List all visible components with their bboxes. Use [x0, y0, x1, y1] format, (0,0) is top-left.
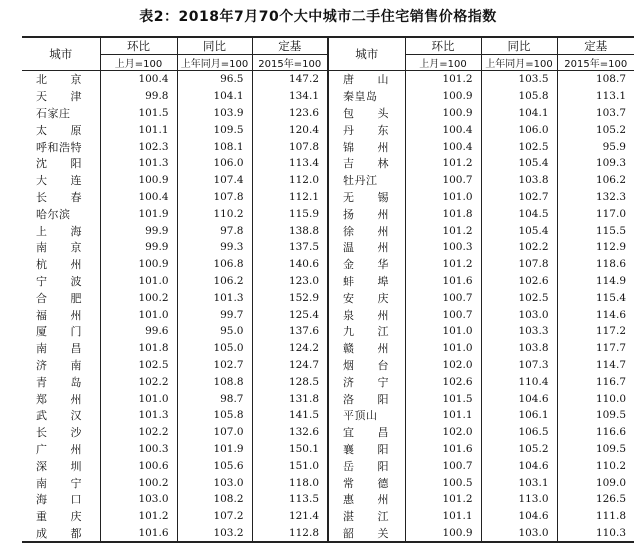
mom-value: 101.0: [100, 390, 177, 407]
mom-value: 100.9: [100, 256, 177, 273]
table-row: [22, 441, 634, 458]
city-name: 上 海: [36, 224, 82, 238]
yoy-value: 107.4: [177, 172, 252, 189]
yoy-value: 96.5: [177, 71, 252, 88]
yoy-value: 106.8: [177, 256, 252, 273]
table-row: [22, 306, 634, 323]
yoy-value: 102.5: [481, 289, 557, 306]
base-value: 123.0: [252, 273, 328, 290]
yoy-value: 102.7: [481, 189, 557, 206]
yoy-value: 106.2: [177, 273, 252, 290]
yoy-value: 110.2: [177, 205, 252, 222]
yoy-value: 105.0: [177, 340, 252, 357]
table-row: [22, 239, 634, 256]
yoy-value: 102.7: [177, 357, 252, 374]
base-value: 108.7: [557, 71, 634, 88]
mom-value: 101.2: [405, 155, 481, 172]
city-name: 金 华: [328, 256, 405, 273]
base-value: 112.0: [252, 172, 328, 189]
city-name: 青 岛: [36, 375, 82, 389]
table-row: [22, 71, 634, 88]
base-value: 132.3: [557, 189, 634, 206]
mom-value: 101.2: [405, 491, 481, 508]
mom-value: 102.2: [100, 424, 177, 441]
yoy-value: 102.2: [481, 239, 557, 256]
mom-value: 101.2: [100, 508, 177, 525]
base-value: 134.1: [252, 88, 328, 105]
mom-value: 101.2: [405, 256, 481, 273]
yoy-value: 102.5: [481, 138, 557, 155]
mom-value: 101.0: [405, 323, 481, 340]
mom-value: 102.2: [100, 373, 177, 390]
base-value: 115.9: [252, 205, 328, 222]
subheader-yoy-right: 上年同月=100: [481, 55, 557, 71]
base-value: 111.8: [557, 508, 634, 525]
yoy-value: 105.2: [481, 441, 557, 458]
mom-value: 101.3: [100, 407, 177, 424]
mom-value: 101.0: [100, 273, 177, 290]
page-title: 表2：2018年7月70个大中城市二手住宅销售价格指数: [139, 9, 497, 25]
header-yoy-left: 同比: [177, 37, 252, 55]
yoy-value: 103.0: [481, 306, 557, 323]
base-value: 112.8: [252, 525, 328, 543]
yoy-value: 103.3: [481, 323, 557, 340]
base-value: 109.5: [557, 441, 634, 458]
base-value: 128.5: [252, 373, 328, 390]
mom-value: 100.7: [405, 457, 481, 474]
base-value: 117.2: [557, 323, 634, 340]
city-name: 南 京: [36, 241, 82, 255]
base-value: 116.7: [557, 373, 634, 390]
subheader-base-left: 2015年=100: [252, 55, 328, 71]
header-city-right: 城市: [328, 37, 405, 71]
base-value: 106.2: [557, 172, 634, 189]
base-value: 114.7: [557, 357, 634, 374]
mom-value: 99.8: [100, 88, 177, 105]
header-base-left: 定基: [252, 37, 328, 55]
table-row: [22, 357, 634, 374]
table-row: [22, 323, 634, 340]
mom-value: 102.0: [405, 357, 481, 374]
base-value: 110.2: [557, 457, 634, 474]
table-row: [22, 222, 634, 239]
mom-value: 100.4: [100, 189, 177, 206]
base-value: 95.9: [557, 138, 634, 155]
mom-value: 100.3: [405, 239, 481, 256]
mom-value: 100.4: [405, 138, 481, 155]
base-value: 137.5: [252, 239, 328, 256]
mom-value: 101.6: [100, 525, 177, 543]
city-name: 沈 阳: [36, 157, 82, 171]
table-row: [22, 340, 634, 357]
yoy-value: 99.3: [177, 239, 252, 256]
yoy-value: 106.0: [481, 121, 557, 138]
base-value: 109.3: [557, 155, 634, 172]
base-value: 109.5: [557, 407, 634, 424]
table-row: [22, 256, 634, 273]
city-name: 南 昌: [36, 342, 82, 356]
mom-value: 101.1: [100, 121, 177, 138]
yoy-value: 107.8: [177, 189, 252, 206]
yoy-value: 106.5: [481, 424, 557, 441]
base-value: 120.4: [252, 121, 328, 138]
yoy-value: 103.8: [481, 172, 557, 189]
city-name: 郑 州: [36, 392, 82, 406]
base-value: 132.6: [252, 424, 328, 441]
base-value: 109.0: [557, 474, 634, 491]
mom-value: 103.0: [100, 491, 177, 508]
city-name: 呼和浩特: [36, 140, 82, 154]
base-value: 110.3: [557, 525, 634, 543]
header-yoy-right: 同比: [481, 37, 557, 55]
table-row: [22, 390, 634, 407]
yoy-value: 108.1: [177, 138, 252, 155]
base-value: 124.2: [252, 340, 328, 357]
mom-value: 102.3: [100, 138, 177, 155]
mom-value: 100.2: [100, 474, 177, 491]
city-name: 扬 州: [328, 205, 405, 222]
city-name: 杭 州: [36, 258, 82, 272]
subheader-yoy-left: 上年同月=100: [177, 55, 252, 71]
base-value: 121.4: [252, 508, 328, 525]
yoy-value: 104.6: [481, 508, 557, 525]
city-name: 泉 州: [328, 306, 405, 323]
base-value: 124.7: [252, 357, 328, 374]
table-row: [22, 172, 634, 189]
city-name: 吉 林: [328, 155, 405, 172]
subheader-mom-right: 上月=100: [405, 55, 481, 71]
base-value: 151.0: [252, 457, 328, 474]
mom-value: 101.6: [405, 273, 481, 290]
city-name: 平顶山: [328, 407, 405, 424]
city-name: 洛 阳: [328, 390, 405, 407]
city-name: 武 汉: [36, 409, 82, 423]
yoy-value: 104.5: [481, 205, 557, 222]
city-name: 济 南: [36, 358, 82, 372]
city-name: 唐 山: [328, 71, 405, 88]
base-value: 115.5: [557, 222, 634, 239]
base-value: 114.9: [557, 273, 634, 290]
base-value: 114.6: [557, 306, 634, 323]
yoy-value: 98.7: [177, 390, 252, 407]
yoy-value: 103.9: [177, 105, 252, 122]
city-name: 济 宁: [328, 373, 405, 390]
base-value: 113.4: [252, 155, 328, 172]
mom-value: 99.6: [100, 323, 177, 340]
table-row: [22, 155, 634, 172]
table-row: [22, 525, 634, 543]
base-value: 117.0: [557, 205, 634, 222]
yoy-value: 105.4: [481, 222, 557, 239]
mom-value: 99.9: [100, 239, 177, 256]
mom-value: 100.4: [100, 71, 177, 88]
yoy-value: 107.2: [177, 508, 252, 525]
city-name: 重 庆: [36, 510, 82, 524]
table-row: [22, 289, 634, 306]
city-name: 惠 州: [328, 491, 405, 508]
mom-value: 100.9: [405, 88, 481, 105]
city-name: 福 州: [36, 308, 82, 322]
mom-value: 101.9: [100, 205, 177, 222]
yoy-value: 107.8: [481, 256, 557, 273]
yoy-value: 103.0: [481, 525, 557, 543]
price-index-table: [22, 36, 634, 543]
mom-value: 100.9: [405, 525, 481, 543]
yoy-value: 102.6: [481, 273, 557, 290]
city-name: 丹 东: [328, 121, 405, 138]
city-name: 成 都: [22, 525, 100, 543]
base-value: 138.8: [252, 222, 328, 239]
mom-value: 99.9: [100, 222, 177, 239]
yoy-value: 107.0: [177, 424, 252, 441]
city-name: 长 春: [36, 190, 82, 204]
mom-value: 101.1: [405, 407, 481, 424]
header-row: [22, 37, 634, 55]
mom-value: 100.7: [405, 172, 481, 189]
base-value: 113.5: [252, 491, 328, 508]
base-value: 123.6: [252, 105, 328, 122]
city-name: 岳 阳: [328, 457, 405, 474]
header-base-right: 定基: [557, 37, 634, 55]
header-city-left: 城市: [22, 37, 100, 71]
city-name: 襄 阳: [328, 441, 405, 458]
table-body: [22, 71, 634, 543]
yoy-value: 103.1: [481, 474, 557, 491]
yoy-value: 108.2: [177, 491, 252, 508]
mom-value: 101.5: [100, 105, 177, 122]
base-value: 103.7: [557, 105, 634, 122]
base-value: 140.6: [252, 256, 328, 273]
mom-value: 102.5: [100, 357, 177, 374]
table-row: [22, 508, 634, 525]
city-name: 安 庆: [328, 289, 405, 306]
mom-value: 101.8: [100, 340, 177, 357]
yoy-value: 103.5: [481, 71, 557, 88]
mom-value: 100.6: [100, 457, 177, 474]
mom-value: 101.6: [405, 441, 481, 458]
base-value: 112.9: [557, 239, 634, 256]
table-row: [22, 205, 634, 222]
base-value: 131.8: [252, 390, 328, 407]
yoy-value: 107.3: [481, 357, 557, 374]
city-name: 宁 波: [36, 274, 82, 288]
mom-value: 102.0: [405, 424, 481, 441]
header-mom-right: 环比: [405, 37, 481, 55]
yoy-value: 105.8: [177, 407, 252, 424]
yoy-value: 103.8: [481, 340, 557, 357]
mom-value: 101.0: [405, 340, 481, 357]
city-name: 牡丹江: [328, 172, 405, 189]
mom-value: 100.9: [100, 172, 177, 189]
mom-value: 100.7: [405, 306, 481, 323]
yoy-value: 104.6: [481, 457, 557, 474]
mom-value: 101.0: [100, 306, 177, 323]
city-name: 烟 台: [328, 357, 405, 374]
base-value: 105.2: [557, 121, 634, 138]
mom-value: 101.5: [405, 390, 481, 407]
yoy-value: 104.1: [481, 105, 557, 122]
yoy-value: 101.9: [177, 441, 252, 458]
mom-value: 101.0: [405, 189, 481, 206]
city-name: 锦 州: [328, 138, 405, 155]
mom-value: 101.1: [405, 508, 481, 525]
city-name: 赣 州: [328, 340, 405, 357]
base-value: 107.8: [252, 138, 328, 155]
mom-value: 100.9: [405, 105, 481, 122]
mom-value: 101.8: [405, 205, 481, 222]
base-value: 110.0: [557, 390, 634, 407]
mom-value: 101.2: [405, 71, 481, 88]
yoy-value: 105.6: [177, 457, 252, 474]
table-row: [22, 189, 634, 206]
base-value: 118.6: [557, 256, 634, 273]
city-name: 石家庄: [36, 106, 71, 120]
mom-value: 100.4: [405, 121, 481, 138]
base-value: 152.9: [252, 289, 328, 306]
table-row: [22, 373, 634, 390]
yoy-value: 105.8: [481, 88, 557, 105]
city-name: 长 沙: [36, 426, 82, 440]
table-row: [22, 105, 634, 122]
yoy-value: 97.8: [177, 222, 252, 239]
yoy-value: 104.6: [481, 390, 557, 407]
city-name: 合 肥: [36, 291, 82, 305]
city-name: 太 原: [36, 123, 82, 137]
table-row: [22, 88, 634, 105]
city-name: 常 德: [328, 474, 405, 491]
table-row: [22, 138, 634, 155]
base-value: 150.1: [252, 441, 328, 458]
base-value: 147.2: [252, 71, 328, 88]
yoy-value: 105.4: [481, 155, 557, 172]
table-row: [22, 273, 634, 290]
yoy-value: 109.5: [177, 121, 252, 138]
city-name: 大 连: [36, 174, 82, 188]
city-name: 南 宁: [36, 476, 82, 490]
mom-value: 100.5: [405, 474, 481, 491]
city-name: 厦 门: [36, 325, 82, 339]
base-value: 141.5: [252, 407, 328, 424]
table-row: [22, 424, 634, 441]
base-value: 113.1: [557, 88, 634, 105]
city-name: 广 州: [36, 442, 82, 456]
yoy-value: 110.4: [481, 373, 557, 390]
city-name: 蚌 埠: [328, 273, 405, 290]
city-name: 温 州: [328, 239, 405, 256]
base-value: 117.7: [557, 340, 634, 357]
city-name: 包 头: [328, 105, 405, 122]
subheader-base-right: 2015年=100: [557, 55, 634, 71]
table-row: [22, 457, 634, 474]
table-row: [22, 407, 634, 424]
mom-value: 100.7: [405, 289, 481, 306]
city-name: 天 津: [36, 90, 82, 104]
base-value: 118.0: [252, 474, 328, 491]
table-row: [22, 491, 634, 508]
mom-value: 101.2: [405, 222, 481, 239]
yoy-value: 113.0: [481, 491, 557, 508]
mom-value: 102.6: [405, 373, 481, 390]
city-name: 秦皇岛: [328, 88, 405, 105]
yoy-value: 104.1: [177, 88, 252, 105]
city-name: 韶 关: [328, 525, 405, 543]
city-name: 宜 昌: [328, 424, 405, 441]
yoy-value: 106.0: [177, 155, 252, 172]
base-value: 116.6: [557, 424, 634, 441]
yoy-value: 95.0: [177, 323, 252, 340]
base-value: 125.4: [252, 306, 328, 323]
city-name: 九 江: [328, 323, 405, 340]
yoy-value: 103.0: [177, 474, 252, 491]
mom-value: 101.3: [100, 155, 177, 172]
base-value: 126.5: [557, 491, 634, 508]
yoy-value: 108.8: [177, 373, 252, 390]
city-name: 哈尔滨: [36, 207, 71, 221]
city-name: 海 口: [36, 493, 82, 507]
city-name: 深 圳: [36, 459, 82, 473]
city-name: 北 京: [36, 73, 82, 87]
city-name: 无 锡: [328, 189, 405, 206]
mom-value: 100.2: [100, 289, 177, 306]
yoy-value: 101.3: [177, 289, 252, 306]
base-value: 115.4: [557, 289, 634, 306]
header-mom-left: 环比: [100, 37, 177, 55]
table-row: [22, 121, 634, 138]
yoy-value: 103.2: [177, 525, 252, 543]
city-name: 湛 江: [328, 508, 405, 525]
yoy-value: 99.7: [177, 306, 252, 323]
base-value: 112.1: [252, 189, 328, 206]
subheader-mom-left: 上月=100: [100, 55, 177, 71]
base-value: 137.6: [252, 323, 328, 340]
city-name: 徐 州: [328, 222, 405, 239]
table-row: [22, 474, 634, 491]
yoy-value: 106.1: [481, 407, 557, 424]
mom-value: 100.3: [100, 441, 177, 458]
